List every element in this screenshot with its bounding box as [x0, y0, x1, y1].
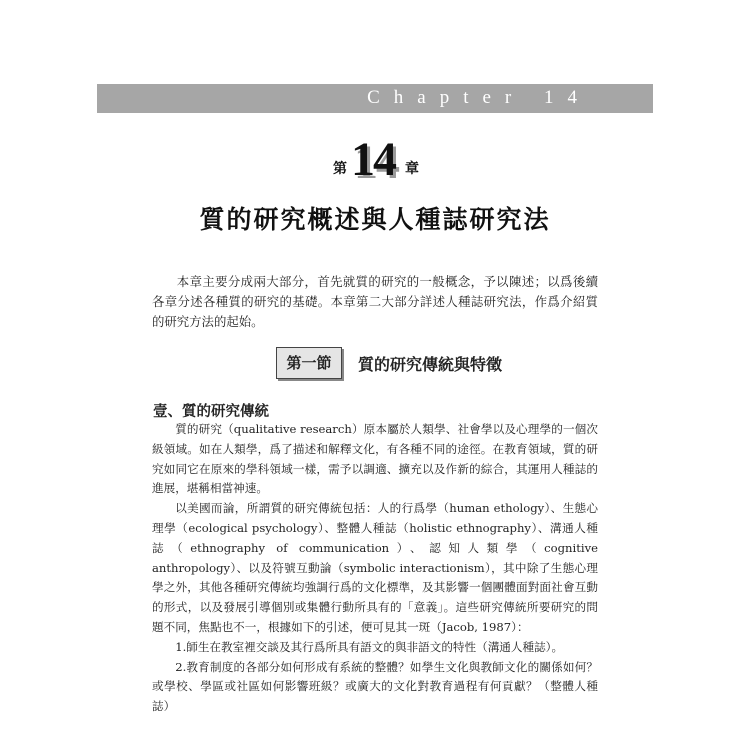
chapter-number-badge: [333, 133, 425, 186]
list-item: 1.師生在教室裡交談及其行爲所具有語文的與非語文的特性（溝通人種誌）。: [175, 639, 564, 654]
chapter-number: 14: [351, 133, 395, 186]
intro-paragraph: 本章主要分成兩大部分，首先就質的研究的一般概念，予以陳述；以爲後續各章分述各種質的研究的基礎。本章第二大部分詳述人種誌研究法，作爲介紹質的研究方法的起始。: [152, 274, 598, 329]
subsection-title: 壹、質的研究傳統: [153, 404, 269, 420]
body-text: [152, 420, 598, 717]
paragraph: 質的研究（qualitative research）原本屬於人類學、社會學以及心理學的一個次級領域。如在人類學，爲了描述和解釋文化，有各種不同的途徑。在教育領域，質的研究如同它在原來的學科領域一樣，需予以調適、擴充以及作新的綜合，其運用人種誌的進展，堪稱相當神速。: [152, 422, 598, 496]
chapter-suffix: 章: [405, 161, 419, 177]
intro-block: [152, 272, 598, 332]
section-label: 第一節: [276, 347, 342, 379]
chapter-title: 質的研究概述與人種誌研究法: [199, 205, 551, 234]
section-title: 質的研究傳統與特徵: [358, 355, 503, 374]
chapter-label: Chapter 14: [367, 87, 591, 108]
list-item: 2.教育制度的各部分如何形成有系統的整體？如學生文化與教師文化的關係如何？或學校、學區或社區如何影響班級？或廣大的文化對教育過程有何貢獻？（整體人種誌）: [152, 659, 598, 714]
chapter-header-bar: [97, 84, 653, 113]
chapter-prefix: 第: [333, 161, 347, 177]
paragraph: 以美國而論，所謂質的研究傳統包括：人的行爲學（human ethology）、生態心理學（ecological psychology）、整體人種誌（holistic ethnography）、溝通人種誌（ethnography of communication）、認知人類學（cognitive anthropology）、以及符號互動論（symbolic interactionism），其中除了生態心理學之外，其他各種研究傳統均強調行爲的文化標準，及其影響一個團體面對面社會互動的形式，以及發展引導個別或集體行動所具有的「意義」。這些研究傳統所要研究的問題不同，焦點也不一，根據如下的引述，便可見其一斑（Jacob, 1987）：: [152, 501, 598, 634]
